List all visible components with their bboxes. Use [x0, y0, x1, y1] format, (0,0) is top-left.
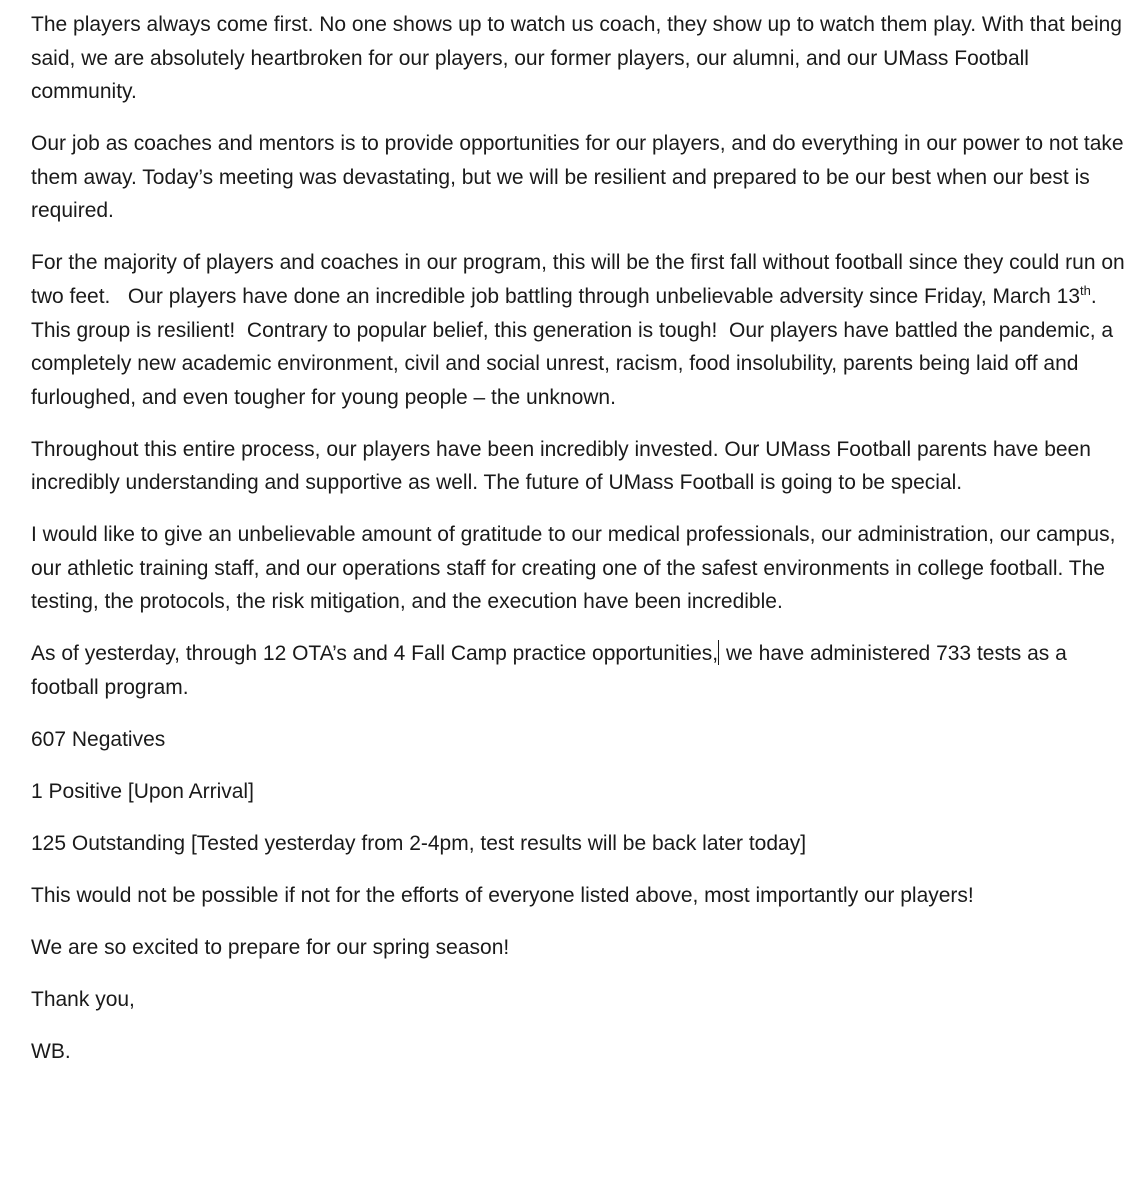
paragraph-process: Throughout this entire process, our players have been incredibly invested. Our UMass Football parents have been incredibly understanding and supportive as well. The future of UMass Football is going to be special. — [31, 437, 1091, 495]
closing-line: Thank you, — [31, 987, 135, 1011]
document-body — [31, 8, 1139, 1087]
paragraph-spring-season: We are so excited to prepare for our spring season! — [31, 935, 510, 959]
paragraph-first-fall-text-before: For the majority of players and coaches in our program, this will be the first fall without football since they could run on two feet. Our players have done an incredible job battling through unbelievable adversity since Friday, March 13 — [31, 251, 1131, 308]
paragraph-first-fall-text-after: . This group is resilient! Contrary to popular belief, this generation is tough! Our players have battled the pandemic, a completely new academic environment, civil and social unrest, racism, food insolubility, parents being laid off and furloughed, and even tougher for young people – the unknown. — [31, 284, 1119, 409]
paragraph-testing — [31, 637, 1139, 704]
ordinal-superscript: th — [1080, 282, 1091, 298]
paragraph-testing-text-after: we have administered 733 tests as a football program. — [31, 642, 1073, 700]
paragraph-gratitude: I would like to give an unbelievable amount of gratitude to our medical professionals, our administration, our campus, our athletic training staff, and our operations staff for creating one of the safest environments in college football. The testing, the protocols, the risk mitigation, and the execution have been incredible. — [31, 523, 1116, 614]
result-outstanding: 125 Outstanding [Tested yesterday from 2-4pm, test results will be back later today] — [31, 832, 807, 855]
paragraph-testing-text-before: As of yesterday, through 12 OTA’s and 4 Fall Camp practice opportunities, — [31, 642, 719, 666]
result-negatives: 607 Negatives — [31, 728, 166, 752]
signature: WB. — [31, 1039, 71, 1063]
result-positive: 1 Positive [Upon Arrival] — [31, 780, 254, 804]
paragraph-efforts: This would not be possible if not for the efforts of everyone listed above, most importantly our players! — [31, 883, 974, 907]
paragraph-first-fall — [31, 246, 1139, 414]
paragraph-intro: The players always come first. No one shows up to watch us coach, they show up to watch them play. With that being said, we are absolutely heartbroken for our players, our former players, our alumni, and our UMass Football community. — [31, 13, 1122, 104]
paragraph-coaches-job: Our job as coaches and mentors is to provide opportunities for our players, and do everything in our power to not take them away. Today’s meeting was devastating, but we will be resilient and prepared to be our best when our best is required. — [31, 132, 1124, 223]
text-cursor — [718, 640, 719, 665]
